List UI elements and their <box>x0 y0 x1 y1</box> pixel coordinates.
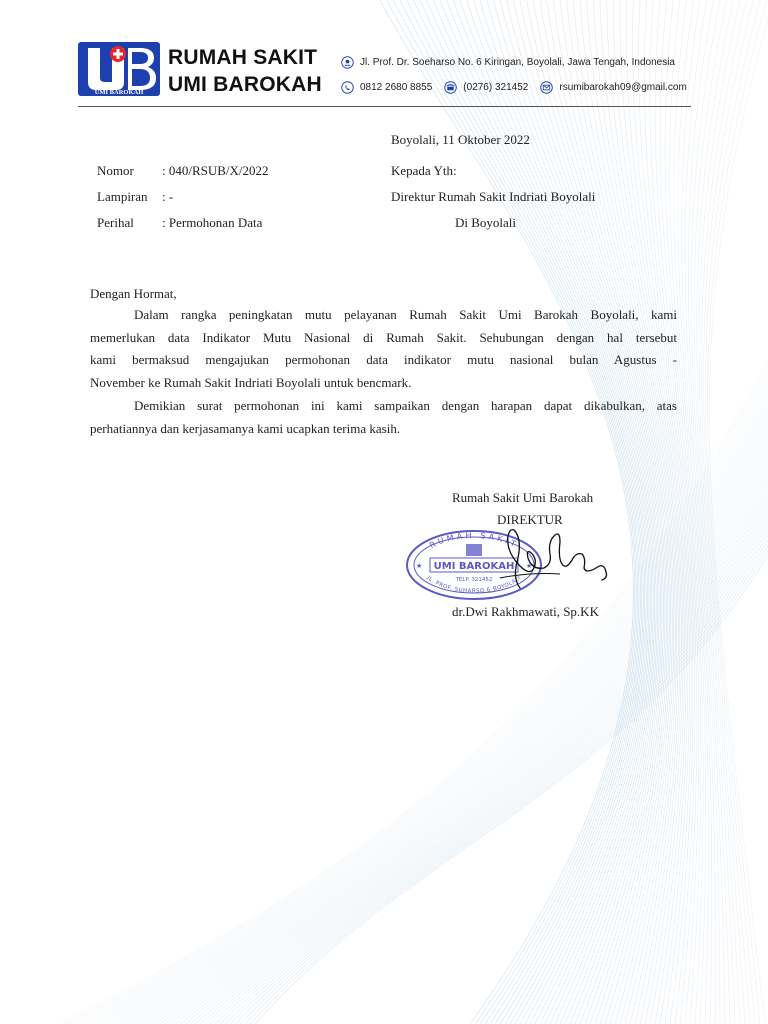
address-text: Jl. Prof. Dr. Soeharso No. 6 Kiringan, Boyolali, Jawa Tengah, Indonesia <box>360 57 675 68</box>
recipient-name: Direktur Rumah Sakit Indriati Boyolali <box>391 189 596 204</box>
address-line <box>341 56 675 69</box>
whatsapp-icon <box>341 81 354 94</box>
kepada-yth: Kepada Yth: <box>391 163 457 178</box>
office-phone-text: (0276) 321452 <box>463 82 529 93</box>
hospital-name <box>168 44 322 98</box>
hospital-name-line2: UMI BAROKAH <box>168 73 322 96</box>
body-paragraph-2 <box>90 395 677 440</box>
body-paragraph-1 <box>90 304 677 394</box>
header-divider <box>78 106 691 107</box>
closing-organization: Rumah Sakit Umi Barokah <box>452 490 594 505</box>
location-icon <box>341 56 354 69</box>
phone-icon <box>444 81 457 94</box>
logo-text: UMI BAROKAH <box>94 89 144 96</box>
signature <box>490 518 620 598</box>
hospital-logo <box>78 42 160 96</box>
body-p1-line: memerlukan data Indikator Mutu Nasional di Rumah Sakit. Sehubungan dengan hal tersebut <box>90 329 677 345</box>
wave-line <box>75 375 768 1024</box>
contact-line <box>341 81 687 94</box>
wave-line <box>593 0 680 1024</box>
email-icon <box>540 81 553 94</box>
wave-line <box>573 0 675 1024</box>
closing-title: DIREKTUR <box>497 512 563 527</box>
perihal-value: : Permohonan Data <box>162 215 263 230</box>
body-p2-line: Demikian surat permohonan ini kami sampaikan dengan harapan dapat dikabulkan, atas <box>134 398 677 413</box>
perihal-label: Perihal <box>97 215 134 230</box>
hospital-name-line1: RUMAH SAKIT <box>168 46 318 69</box>
recipient-location: Di Boyolali <box>455 215 517 230</box>
stamp-center-text: UMI BAROKAH <box>433 561 515 572</box>
lampiran-label: Lampiran <box>97 189 148 204</box>
star-icon: ★ <box>526 562 533 570</box>
lampiran-value: : - <box>162 189 174 204</box>
nomor-value: : 040/RSUB/X/2022 <box>162 163 269 178</box>
star-icon: ★ <box>416 562 423 570</box>
mobile-phone-text: 0812 2680 8855 <box>360 82 433 93</box>
nomor-label: Nomor <box>97 163 134 178</box>
place-date: Boyolali, 11 Oktober 2022 <box>391 132 530 147</box>
body-p1-line: kami bermaksud mengajukan permohonan data indikator mutu nasional bulan Agustus - <box>90 352 677 367</box>
stamp-logo-icon <box>466 544 482 556</box>
stamp-phone-text: TELP. 321452 <box>455 577 493 583</box>
wave-line <box>70 370 768 1024</box>
wave-line <box>130 430 768 1024</box>
body-p1-line: Dalam rangka peningkatan mutu pelayanan Rumah Sakit Umi Barokah Boyolali, kami <box>134 307 677 322</box>
email-text: rsumibarokah09@gmail.com <box>559 82 687 93</box>
body-p2-line: perhatiannya dan kerjasamanya kami ucapkan terima kasih. <box>90 420 401 436</box>
wave-line <box>100 400 768 1024</box>
salutation: Dengan Hormat, <box>90 286 177 301</box>
body-p1-line: November ke Rumah Sakit Indriati Boyolali untuk bencmark. <box>90 374 412 390</box>
wave-line <box>120 420 768 1024</box>
stamp-top-text: RUMAH SAKIT <box>428 530 520 551</box>
stamp-bottom-text: JL. PROF. SUHARSO 6 BOYOLALI <box>425 575 523 595</box>
signatory-name: dr.Dwi Rakhmawati, Sp.KK <box>452 604 599 619</box>
